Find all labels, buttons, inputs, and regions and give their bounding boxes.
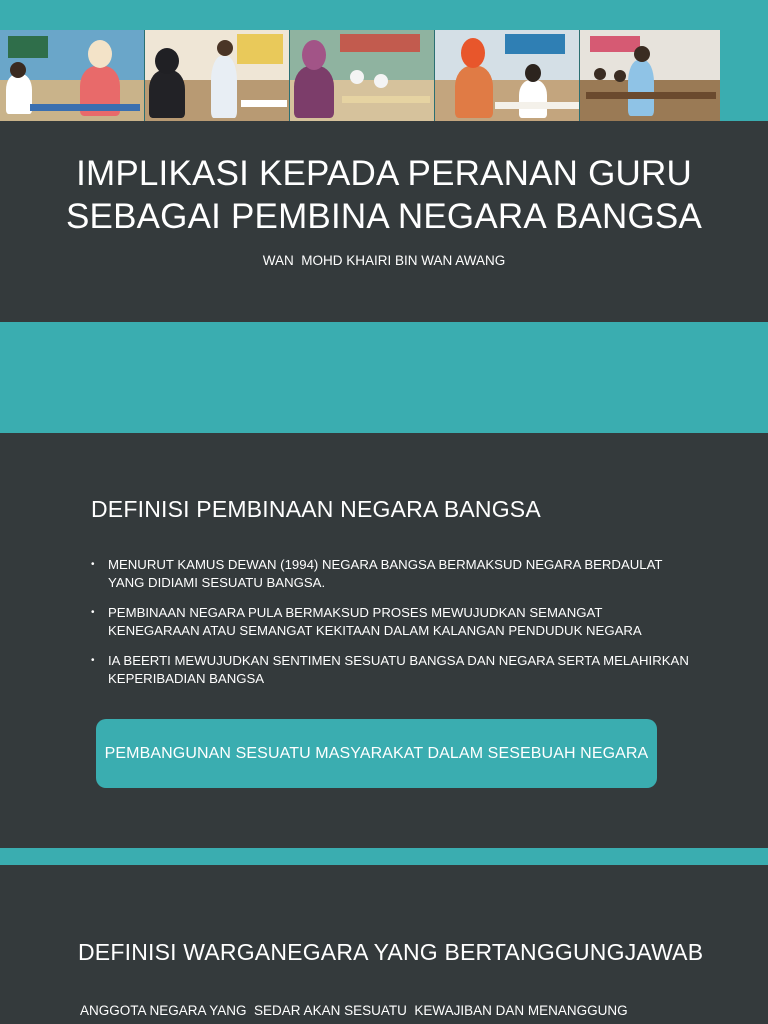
slide3-body-text: ANGGOTA NEGARA YANG SEDAR AKAN SESUATU KEWAJIBAN DAN MENANGGUNG bbox=[80, 1003, 628, 1018]
slide2-bullet-list bbox=[91, 556, 691, 700]
slide3-heading: DEFINISI WARGANEGARA YANG BERTANGGUNGJAWAB bbox=[78, 939, 704, 965]
slide1-title bbox=[0, 152, 768, 238]
slide1-title-line1: IMPLIKASI KEPADA PERANAN GURU bbox=[76, 154, 692, 193]
classroom-photo-strip bbox=[0, 30, 720, 121]
classroom-photo-4 bbox=[435, 30, 580, 121]
slide-separator bbox=[0, 322, 768, 433]
classroom-photo-1 bbox=[0, 30, 145, 121]
list-item bbox=[91, 556, 691, 591]
slide1-banner bbox=[0, 0, 768, 121]
slide1-author: WAN MOHD KHAIRI BIN WAN AWANG bbox=[262, 253, 506, 268]
bullet-text: IA BEERTI MEWUJUDKAN SENTIMEN SESUATU BANGSA DAN NEGARA SERTA MELAHIRKAN KEPERIBADIAN BANGSA bbox=[108, 653, 689, 686]
classroom-photo-3 bbox=[290, 30, 435, 121]
slide-separator bbox=[0, 848, 768, 865]
classroom-photo-2 bbox=[145, 30, 290, 121]
list-item bbox=[91, 604, 691, 639]
list-item bbox=[91, 652, 691, 687]
slide2-heading: DEFINISI PEMBINAAN NEGARA BANGSA bbox=[91, 496, 541, 522]
bullet-text: MENURUT KAMUS DEWAN (1994) NEGARA BANGSA BERMAKSUD NEGARA BERDAULAT YANG DIDIAMI SESUATU BANGSA. bbox=[108, 557, 663, 590]
slide1-title-line2: SEBAGAI PEMBINA NEGARA BANGSA bbox=[65, 197, 702, 236]
bullet-icon: • bbox=[91, 559, 95, 570]
bullet-icon: • bbox=[91, 655, 95, 666]
bullet-icon: • bbox=[91, 607, 95, 618]
slide2-callout-box: PEMBANGUNAN SESUATU MASYARAKAT DALAM SESEBUAH NEGARA bbox=[96, 719, 657, 788]
classroom-photo-5 bbox=[580, 30, 720, 121]
bullet-text: PEMBINAAN NEGARA PULA BERMAKSUD PROSES MEWUJUDKAN SEMANGAT KENEGARAAN ATAU SEMANGAT KEKITAAN DALAM KALANGAN PENDUDUK NEGARA bbox=[108, 605, 642, 638]
